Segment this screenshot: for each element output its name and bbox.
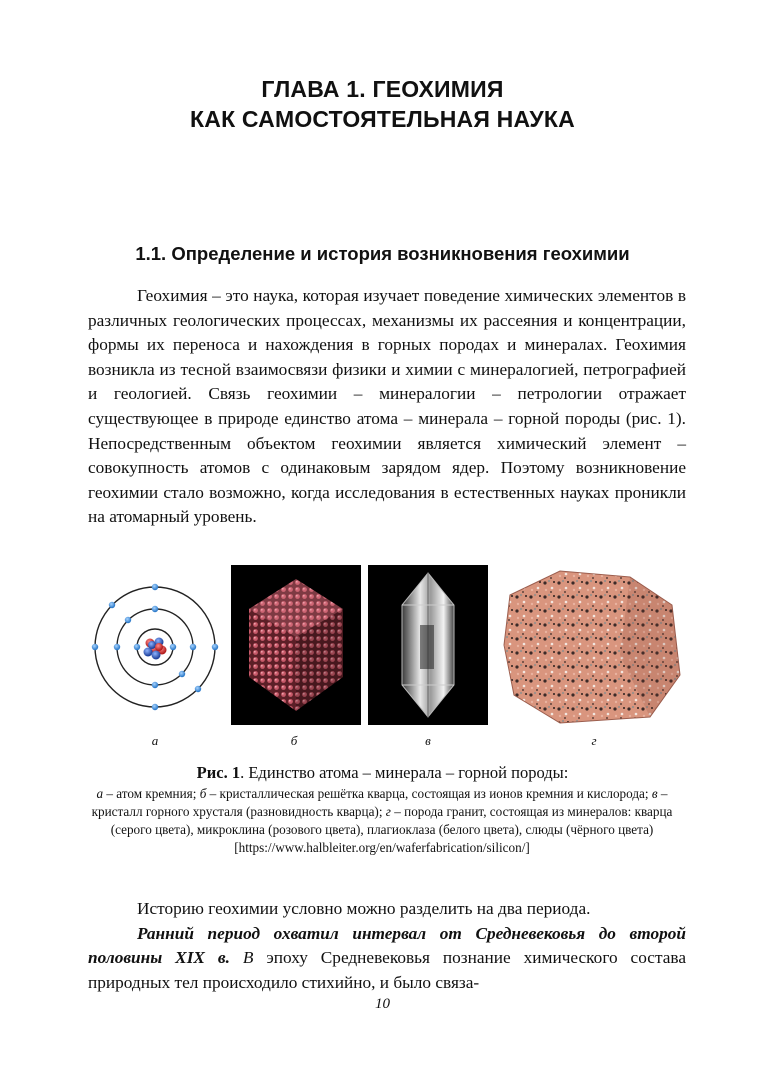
caption-source: [https://www.halbleiter.org/en/waferfabrication/silicon/]: [234, 840, 530, 855]
paragraph2-emphasis: Ранний период охватил интервал от Средневековья до второй половины XIX в.: [88, 923, 686, 968]
chapter-title-line-2: КАК САМОСТОЯТЕЛЬНАЯ НАУКА: [190, 106, 575, 132]
caption-item-d: – порода гранит, состоящая из минералов: кварца (серого цвета), микроклина (розового цвета), плагиоклаза (белого цвета), слюды (чёрного цвета): [110, 804, 673, 837]
caption-letter-d: г: [385, 804, 391, 819]
figure-caption-body: [82, 785, 682, 857]
atom-diagram: [88, 565, 223, 725]
chapter-title: [0, 74, 765, 134]
granite-image: [500, 565, 685, 725]
caption-letter-c: в: [651, 786, 658, 801]
body-paragraph-1: Геохимия – это наука, которая изучает поведение химических элементов в различных геологических процессах, механизмы их рассеяния и концентрации, формы их переноса и нахождения в горных породах и минералах. Геохимия возникла из тесной взаимосвязи физики и химии с минералогией, петрографией и геологией. Связь геохимии – минералогии – петрологии отражает существующее в природе единство атома – минерала – горной породы (рис. 1). Непосредственным объектом геохимии является химический элемент – совокупность атомов с одинаковым зарядом ядер. Поэтому возникновение геохимии стало возможно, когда исследования в естественных науках проникли на атомарный уровень.: [88, 286, 686, 527]
caption-letter-b: б: [199, 786, 207, 801]
quartz-lattice-image: [231, 565, 361, 725]
body-paragraph-2: [88, 897, 686, 995]
page-number: 10: [375, 996, 390, 1012]
paragraph2-sentence-1: Историю геохимии условно можно разделить на два периода.: [137, 899, 591, 918]
paragraph2-italic-word: В: [242, 948, 254, 968]
rock-crystal-image: [368, 565, 488, 725]
figure-caption-title: [0, 763, 765, 783]
figure-label-d: г: [591, 733, 597, 748]
figure-caption-number: Рис. 1: [196, 763, 241, 782]
figure-caption-text: . Единство атома – минерала – горной породы:: [240, 763, 569, 782]
paragraph2-rest: эпоху Средневековья познание химического состава природных тел происходило стихийно, и было связа-: [88, 948, 686, 992]
chapter-title-line-1: ГЛАВА 1. ГЕОХИМИЯ: [261, 76, 504, 102]
figure-label-b: б: [290, 733, 298, 748]
caption-letter-a: а: [96, 786, 104, 801]
nucleus: [144, 638, 167, 660]
section-title: 1.1. Определение и история возникновения геохимии: [135, 243, 630, 264]
caption-item-b: – кристаллическая решётка кварца, состоящая из ионов кремния и кислорода;: [206, 786, 652, 801]
caption-item-c: – кристалл горного хрусталя (разновидность кварца);: [91, 786, 668, 819]
figure-label-a: а: [151, 733, 159, 748]
figure-label-c: в: [425, 733, 431, 748]
caption-item-a: – атом кремния;: [103, 786, 200, 801]
